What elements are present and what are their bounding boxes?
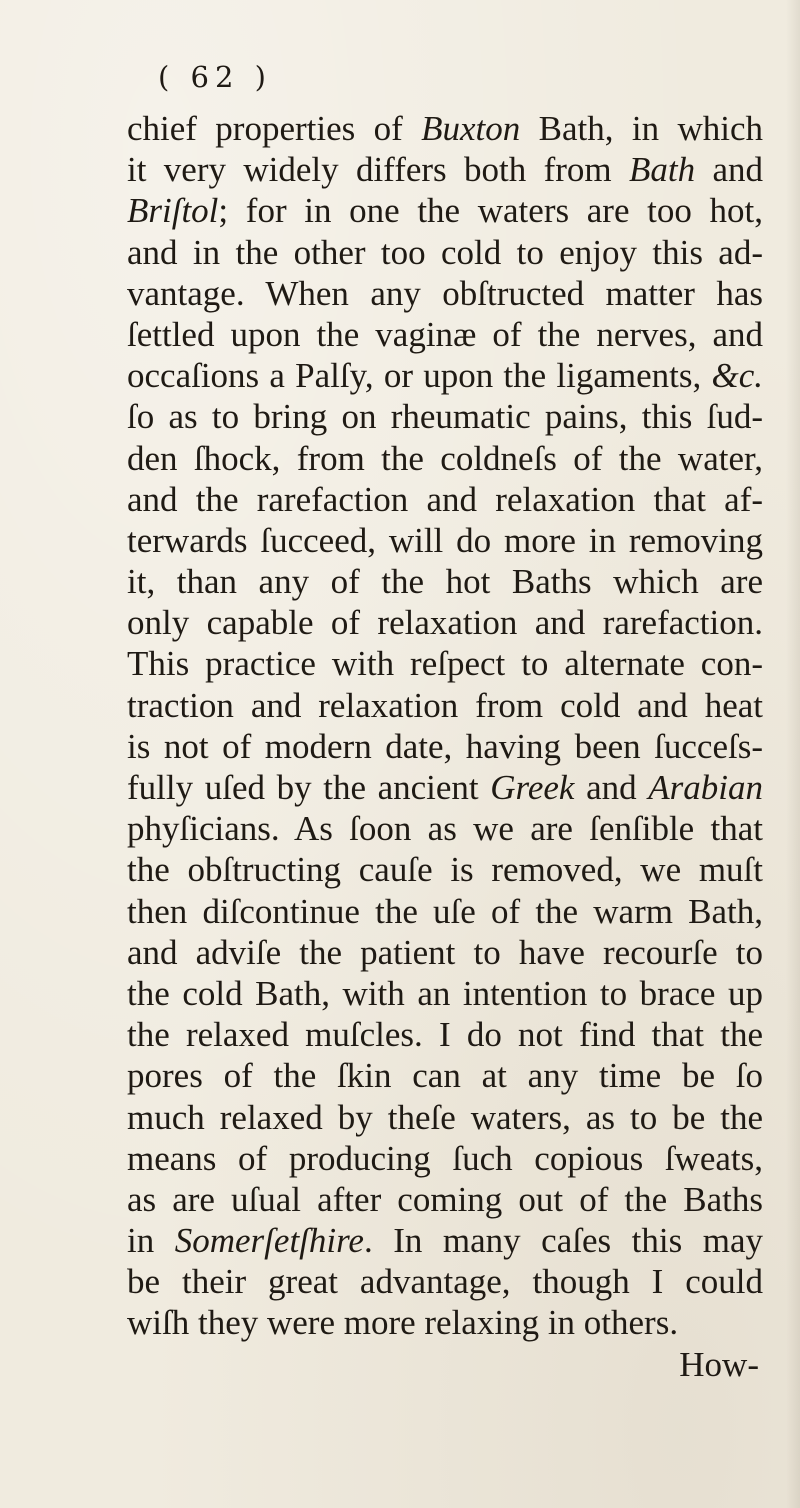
text-segment: and adviſe the patient to have recourſe to xyxy=(127,932,763,972)
italic-text-segment: Somerſetſhire xyxy=(174,1221,364,1261)
page-binding-shadow xyxy=(786,0,800,1508)
text-segment: pores of the ſkin can at any time be ſo xyxy=(127,1056,763,1096)
text-segment: the obſtructing cauſe is removed, we muſt xyxy=(127,850,763,890)
text-line xyxy=(127,973,763,1014)
text-line xyxy=(127,314,763,355)
text-segment: means of producing ſuch copious ſweats, xyxy=(127,1138,763,1178)
text-line xyxy=(127,1097,763,1138)
body-text xyxy=(127,108,763,1385)
text-segment: fully uſed by the ancient xyxy=(127,768,491,807)
text-segment: occaſions a Palſy, or upon the ligaments, xyxy=(127,356,712,396)
text-line xyxy=(127,396,763,437)
italic-text-segment: Briſtol xyxy=(127,191,219,231)
text-segment: phyſicians. As ſoon as we are ſenſible that xyxy=(127,809,763,849)
text-segment: and xyxy=(695,150,763,190)
text-line xyxy=(127,1220,763,1261)
text-segment: then diſcontinue the uſe of the warm Bath, xyxy=(127,891,763,931)
text-segment: den ſhock, from the coldneſs of the water, xyxy=(127,438,763,478)
italic-text-segment: Buxton xyxy=(421,109,521,148)
text-line xyxy=(127,108,763,149)
text-line xyxy=(127,602,763,643)
text-segment: and in the other too cold to enjoy this ad- xyxy=(127,232,763,272)
text-line xyxy=(127,232,763,273)
text-segment: . In many caſes this may xyxy=(363,1221,763,1261)
text-line xyxy=(127,1302,763,1343)
text-line xyxy=(127,808,763,849)
text-segment: chief properties of xyxy=(127,109,422,148)
catchword: How- xyxy=(679,1344,759,1384)
text-segment: Bath, in which xyxy=(520,109,763,148)
text-line xyxy=(127,149,763,190)
text-line xyxy=(127,1179,763,1220)
text-segment: ſettled upon the vaginæ of the nerves, and xyxy=(127,314,763,354)
text-line xyxy=(127,1261,763,1302)
text-segment: vantage. When any obſtructed matter has xyxy=(127,273,763,313)
text-segment: and xyxy=(574,768,649,807)
text-segment: it very widely differs both from xyxy=(127,150,629,190)
text-line xyxy=(127,273,763,314)
text-segment: only capable of relaxation and rarefaction. xyxy=(127,603,763,643)
text-segment: the cold Bath, with an intention to brace up xyxy=(127,973,763,1013)
text-segment: is not of modern date, having been ſucceſs- xyxy=(127,726,763,766)
text-segment: This practice with reſpect to alternate con- xyxy=(127,644,763,684)
text-segment: and the rarefaction and relaxation that af- xyxy=(127,479,763,519)
text-segment: the relaxed muſcles. I do not find that the xyxy=(127,1015,763,1055)
text-line xyxy=(127,1014,763,1055)
text-segment: be their great advantage, though I could xyxy=(127,1262,763,1302)
text-segment: as are uſual after coming out of the Baths xyxy=(127,1179,763,1219)
text-line xyxy=(127,355,763,396)
italic-text-segment: Greek xyxy=(490,768,575,807)
text-segment: in xyxy=(127,1221,175,1261)
text-segment: traction and relaxation from cold and heat xyxy=(127,685,763,725)
text-line xyxy=(127,932,763,973)
page-number-text: ( 62 ) xyxy=(158,60,272,94)
text-line xyxy=(127,438,763,479)
text-segment: wiſh they were more relaxing in others. xyxy=(127,1303,679,1343)
text-line xyxy=(127,767,763,808)
text-line xyxy=(127,520,763,561)
italic-text-segment: &c. xyxy=(711,356,763,396)
text-segment: much relaxed by theſe waters, as to be the xyxy=(127,1097,763,1137)
italic-text-segment: Arabian xyxy=(648,768,763,807)
text-line xyxy=(127,1138,763,1179)
italic-text-segment: Bath xyxy=(629,150,696,190)
text-segment: ; for in one the waters are too hot, xyxy=(218,191,763,231)
text-segment: it, than any of the hot Baths which are xyxy=(127,562,763,602)
text-line xyxy=(127,190,763,231)
text-line xyxy=(127,561,763,602)
text-line xyxy=(127,1055,763,1096)
page-number xyxy=(0,60,800,94)
text-line xyxy=(127,685,763,726)
text-line xyxy=(127,479,763,520)
text-line xyxy=(127,726,763,767)
text-segment: ſo as to bring on rheumatic pains, this ſud- xyxy=(127,397,763,437)
text-segment: terwards ſucceed, will do more in removing xyxy=(127,520,763,560)
text-line xyxy=(127,891,763,932)
text-line xyxy=(127,849,763,890)
text-line xyxy=(127,643,763,684)
